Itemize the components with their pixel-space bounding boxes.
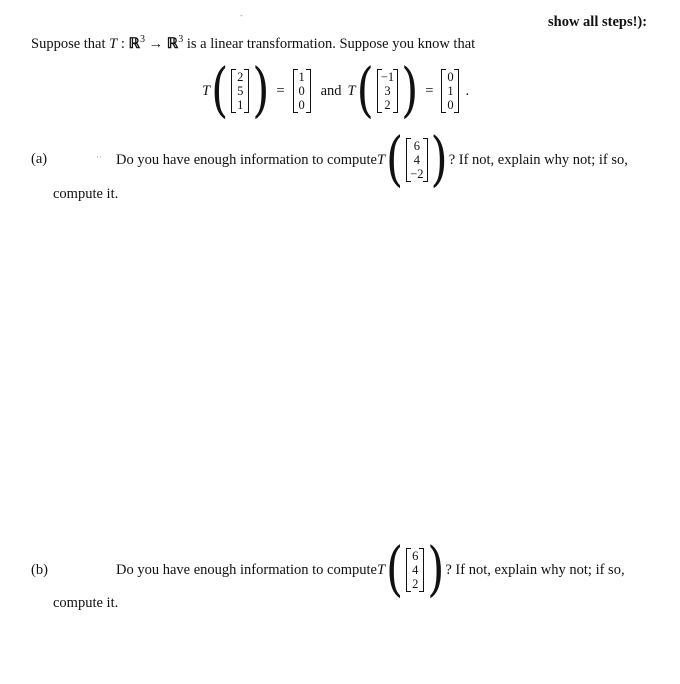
intro-sentence: Suppose that T : ℝ$^3$ → ℝ$^3$ is a linear transformation. Suppose you know that <box>31 34 476 52</box>
instruction-text: show all steps!): <box>548 14 648 30</box>
right-paren-icon: ) <box>430 124 448 194</box>
part-a-continuation: compute it. <box>53 186 119 202</box>
left-paren-icon: ( <box>211 55 229 125</box>
given-input-vector-1: 2 5 1 <box>231 69 249 113</box>
part-a-label: (a) <box>31 151 48 167</box>
given-output-vector-2: 0 1 0 <box>441 69 459 113</box>
part-b-question: Do you have enough information to compute T ( 6 4 2 ) ? If not, explain why not; if so, <box>116 534 625 604</box>
stray-mark: ·· <box>96 152 102 162</box>
given-output-vector-1: 1 0 0 <box>293 69 311 113</box>
part-b-continuation: compute it. <box>53 595 119 611</box>
given-T-1: T <box>202 82 211 99</box>
given-input-vector-2: −1 3 2 <box>377 69 398 113</box>
part-b-label: (b) <box>31 562 48 578</box>
right-paren-icon: ) <box>401 55 419 125</box>
left-paren-icon: ( <box>386 124 404 194</box>
right-paren-icon: ) <box>252 55 270 125</box>
given-T-2: T <box>347 82 356 99</box>
left-paren-icon: ( <box>386 534 404 604</box>
part-a-question: Do you have enough information to compute T ( 6 4 −2 ) ? If not, explain why not; if so, <box>116 124 628 194</box>
left-paren-icon: ( <box>356 55 374 125</box>
part-a-T: T <box>376 151 386 168</box>
stray-mark: - <box>240 10 243 20</box>
given-equations: T ( 2 5 1 ) = 1 0 0 and T ( −1 3 2 ) = 0 1 0 . <box>202 55 470 125</box>
and-word: and <box>320 82 342 99</box>
part-b-vector: 6 4 2 <box>406 548 424 592</box>
part-b-T: T <box>376 561 386 578</box>
right-paren-icon: ) <box>427 534 445 604</box>
part-a-vector: 6 4 −2 <box>406 138 427 182</box>
